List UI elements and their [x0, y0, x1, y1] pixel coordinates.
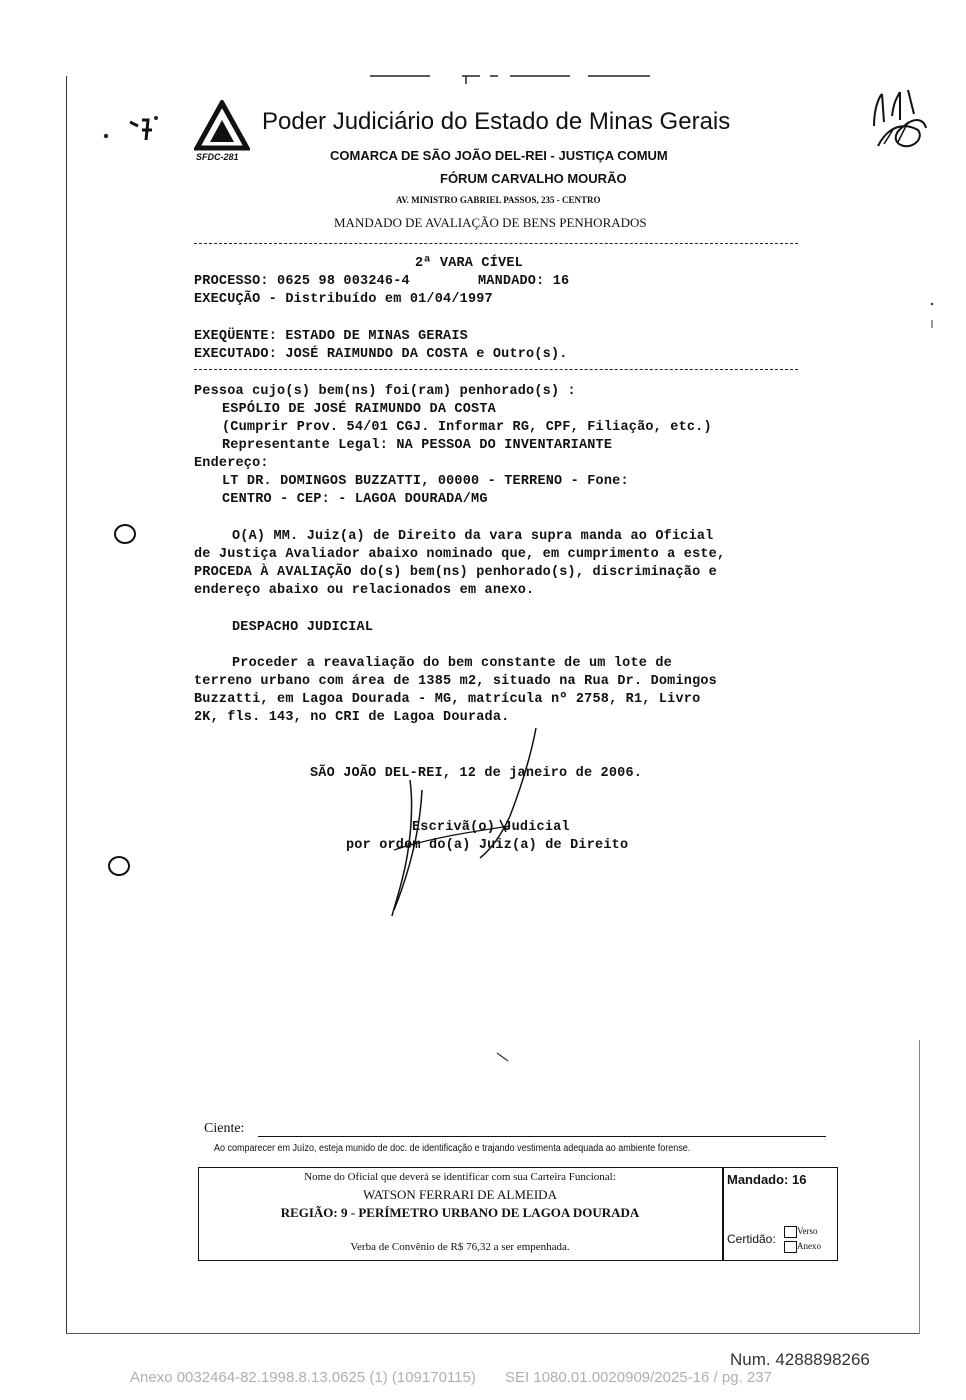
- endereco-line-2: CENTRO - CEP: - LAGOA DOURADA/MG: [222, 492, 488, 507]
- handwritten-signature: [370, 720, 570, 920]
- signature-line-1: Escrivã(o) Judicial: [412, 820, 570, 835]
- regiao: REGIÃO: 9 - PERÍMETRO URBANO DE LAGOA DOURADA: [280, 1205, 640, 1220]
- despacho-line-2: terreno urbano com área de 1385 m2, situado na Rua Dr. Domingos: [194, 674, 717, 689]
- coat-of-arms-icon: [194, 100, 250, 152]
- document-type: MANDADO DE AVALIAÇÃO DE BENS PENHORADOS: [334, 215, 647, 230]
- pessoa-instruction: (Cumprir Prov. 54/01 CGJ. Informar RG, CPF, Filiação, etc.): [222, 420, 712, 435]
- scan-tick-mark: [496, 1052, 512, 1064]
- court-title: Poder Judiciário do Estado de Minas Gerais: [262, 108, 731, 135]
- ciente-notice: Ao comparecer em Juízo, esteja munido de doc. de identificação e trajando vestimenta adequada ao ambiente forense.: [214, 1143, 691, 1154]
- anexo-label: Anexo: [797, 1241, 821, 1252]
- endereco-line-1: LT DR. DOMINGOS BUZZATTI, 00000 - TERRENO - Fone:: [222, 474, 629, 489]
- margin-stamp-mark: [100, 112, 166, 152]
- pessoa-heading: Pessoa cujo(s) bem(ns) foi(ram) penhorado(s) :: [194, 384, 576, 399]
- oficial-label: Nome do Oficial que deverá se identificar com sua Carteira Funcional:: [304, 1171, 616, 1183]
- ciente-label: Ciente:: [204, 1121, 245, 1136]
- page-bottom-border: [66, 1333, 920, 1334]
- form-code: SFDC-281: [196, 152, 239, 162]
- execucao-date: EXECUÇÃO - Distribuído em 01/04/1997: [194, 292, 493, 307]
- pessoa-name: ESPÓLIO DE JOSÉ RAIMUNDO DA COSTA: [222, 402, 496, 417]
- certidao-label: Certidão:: [727, 1232, 776, 1246]
- despacho-line-3: Buzzatti, em Lagoa Dourada - MG, matrícula nº 2758, R1, Livro: [194, 692, 701, 707]
- sei-stamp: Anexo 0032464-82.1998.8.13.0625 (1) (109170115) SEI 1080.01.0020909/2025-16 / pg. 237: [130, 1369, 772, 1386]
- verso-checkbox[interactable]: [784, 1226, 797, 1238]
- processo-number: PROCESSO: 0625 98 003246-4: [194, 274, 410, 289]
- top-scan-marks: [370, 70, 660, 84]
- representante-legal: Representante Legal: NA PESSOA DO INVENTARIANTE: [222, 438, 613, 453]
- date-line: SÃO JOÃO DEL-REI, 12 de janeiro de 2006.: [310, 766, 643, 781]
- despacho-line-1: Proceder a reavaliação do bem constante de um lote de: [232, 656, 672, 671]
- despacho-heading: DESPACHO JUDICIAL: [232, 620, 374, 635]
- oficial-box-divider: [722, 1167, 724, 1261]
- order-line-2: de Justiça Avaliador abaixo nominado que, em cumprimento a este,: [194, 547, 726, 562]
- exequente: EXEQÜENTE: ESTADO DE MINAS GERAIS: [194, 329, 468, 344]
- oficial-name: WATSON FERRARI DE ALMEIDA: [363, 1187, 557, 1202]
- endereco-label: Endereço:: [194, 456, 269, 471]
- vara: 2ª VARA CÍVEL: [415, 256, 523, 271]
- verso-label: Verso: [797, 1226, 818, 1237]
- separator-middle: [194, 369, 798, 370]
- punch-hole-top: [114, 524, 136, 544]
- page-right-border: [919, 1040, 920, 1334]
- order-line-4: endereço abaixo ou relacionados em anexo.: [194, 583, 535, 598]
- mandado-box-label: Mandado: 16: [727, 1172, 807, 1187]
- separator-top: [194, 243, 798, 244]
- page-left-border: [66, 76, 67, 1334]
- verso-option[interactable]: [784, 1226, 818, 1238]
- verba-convenio: Verba de Convênio de R$ 76,32 a ser empenhada.: [350, 1241, 570, 1253]
- anexo-checkbox[interactable]: [784, 1241, 797, 1253]
- handwritten-page-number: [864, 86, 936, 158]
- anexo-option[interactable]: [784, 1241, 821, 1253]
- punch-hole-bottom: [108, 856, 130, 876]
- order-line-1: O(A) MM. Juiz(a) de Direito da vara supra manda ao Oficial: [232, 529, 714, 544]
- ciente-signature-line[interactable]: [258, 1136, 826, 1137]
- comarca: COMARCA DE SÃO JOÃO DEL-REI - JUSTIÇA COMUM: [330, 148, 668, 163]
- mandado-number: MANDADO: 16: [478, 274, 570, 289]
- executado: EXECUTADO: JOSÉ RAIMUNDO DA COSTA e Outro(s).: [194, 347, 568, 362]
- signature-line-2: por ordem do(a) Juiz(a) de Direito: [346, 838, 629, 853]
- document-num: Num. 4288898266: [730, 1350, 870, 1369]
- forum-address: AV. MINISTRO GABRIEL PASSOS, 235 - CENTRO: [396, 195, 601, 205]
- right-edge-marks: [928, 300, 938, 330]
- despacho-line-4: 2K, fls. 143, no CRI de Lagoa Dourada.: [194, 710, 510, 725]
- order-line-3: PROCEDA À AVALIAÇÃO do(s) bem(ns) penhorado(s), discriminação e: [194, 565, 717, 580]
- forum-name: FÓRUM CARVALHO MOURÃO: [440, 171, 627, 186]
